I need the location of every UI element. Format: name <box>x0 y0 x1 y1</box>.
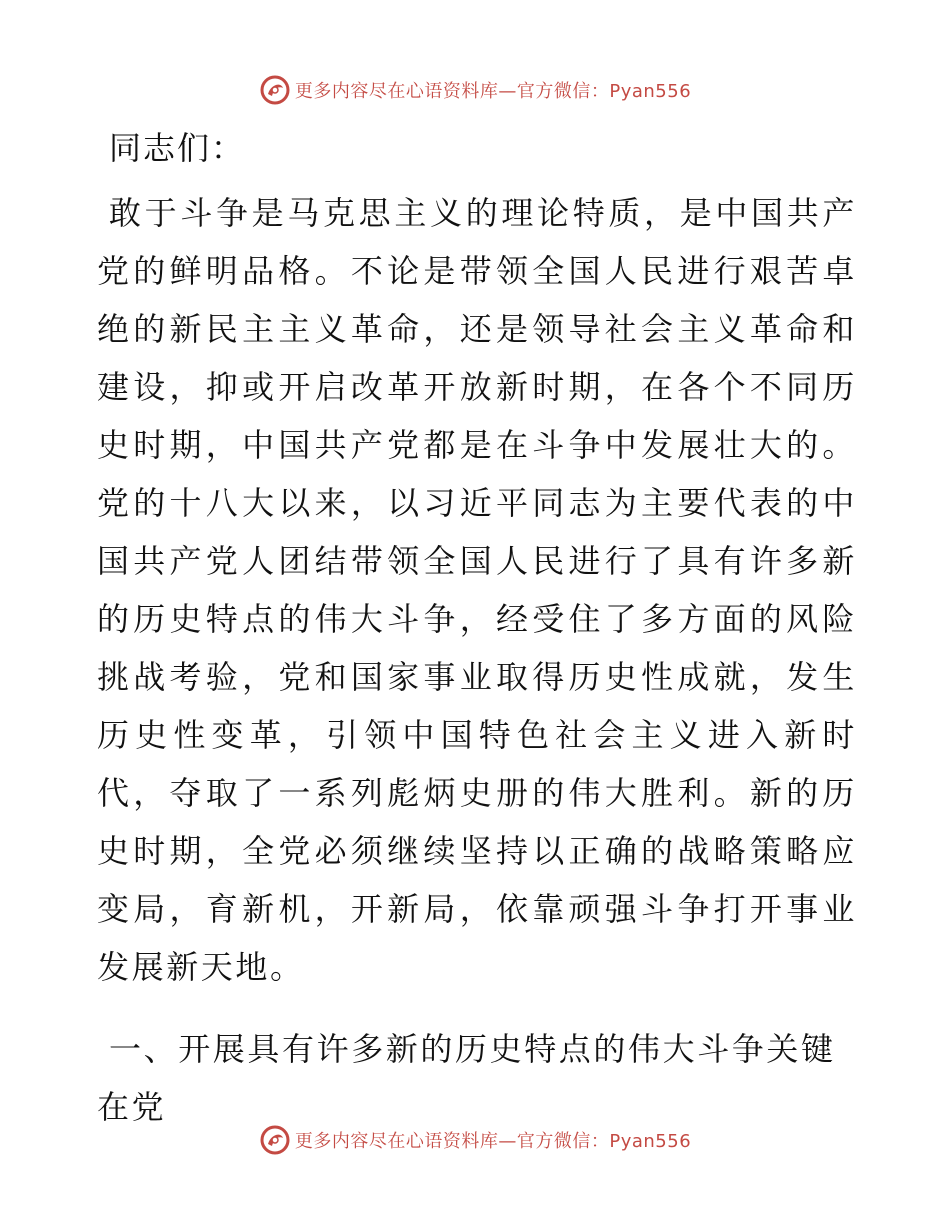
paragraph: 敢于斗争是马克思主义的理论特质，是中国共产党的鲜明品格。不论是带领全国人民进行艰苦卓绝的新民主主义革命，还是领导社会主义革命和建设，抑或开启改革开放新时期，在各个不同历史时期，中国共产党都是在斗争中发展壮大的。党的十八大以来，以习近平同志为主要代表的中国共产党人团结带领全国人民进行了具有许多新的历史特点的伟大斗争，经受住了多方面的风险挑战考验，党和国家事业取得历史性成就，发生历史性变革，引领中国特色社会主义进入新时代，夺取了一系列彪炳史册的伟大胜利。新的历史时期，全党必须继续坚持以正确的战略策略应变局，育新机，开新局，依靠顽强斗争打开事业发展新天地。 <box>97 194 857 986</box>
salutation: 同志们： <box>109 129 246 167</box>
watermark-wechat-id: Pyan556 <box>609 1131 692 1152</box>
swirl-logo-icon <box>259 74 291 106</box>
watermark-wechat-id: Pyan556 <box>609 81 692 102</box>
watermark-label: 更多内容尽在心语资料库—官方微信： <box>294 81 610 102</box>
watermark-text <box>295 77 691 103</box>
section-heading: 一、开展具有许多新的历史特点的伟大斗争关键在党 <box>97 1030 836 1126</box>
swirl-logo-icon <box>259 1124 291 1156</box>
footer-watermark <box>0 1120 950 1160</box>
header-watermark <box>0 70 950 110</box>
watermark-label: 更多内容尽在心语资料库—官方微信： <box>294 1131 610 1152</box>
watermark-text <box>295 1127 691 1153</box>
document-body <box>97 120 857 1136</box>
